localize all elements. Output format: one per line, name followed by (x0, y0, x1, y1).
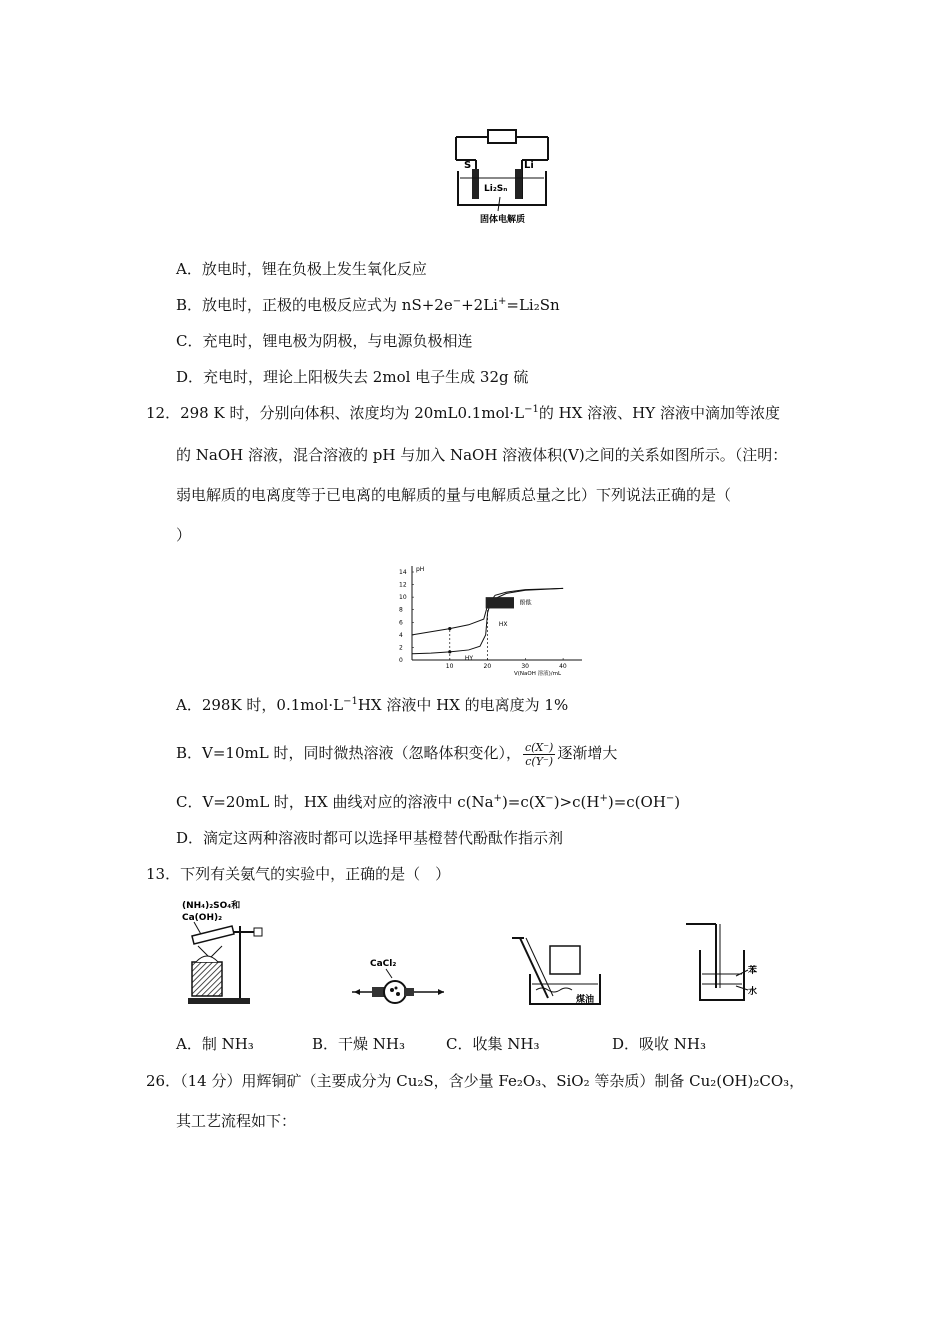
y-tick-label: 4 (399, 631, 403, 639)
apparatus-a-figure (180, 898, 275, 1008)
battery-figure (448, 125, 558, 227)
q26-stem-line2: 其工艺流程如下： (176, 1112, 297, 1130)
q12-stem-line1: 12．298 K 时，分别向体积、浓度均为 $20mL0.1mol\cdot L^{-1}$的 HX 溶液、HY 溶液中滴加等浓度 (146, 404, 780, 422)
q12-option-b: B．V=10mL 时，同时微热溶液（忽略体积变化）， $\frac{c(X^-)}{c(Y^-)}$ 逐渐增大 (176, 740, 618, 768)
q11-option-c: C．充电时，锂电极为阴极，与电源负极相连 (176, 332, 473, 350)
apparatus-c-label: 煤油 (576, 995, 595, 1005)
q11-option-a: A．放电时，锂在负极上发生氧化反应 (176, 260, 427, 278)
q12-option-d: D．滴定这两种溶液时都可以选择甲基橙替代酚酞作指示剂 (176, 829, 564, 847)
annotation-hy: HY (464, 655, 474, 663)
y-axis-label: pH (416, 566, 425, 573)
y-tick-label: 2 (399, 644, 403, 652)
q11-option-d: D．充电时，理论上阳极失去 2mol 电子生成 32g 硫 (176, 368, 529, 386)
concentration-ratio: $\frac{c(X^-)}{c(Y^-)}$ (524, 740, 554, 768)
annotation-hx: HX (498, 621, 508, 629)
y-tick-label: 14 (399, 569, 407, 576)
indicator-range-box (486, 597, 514, 608)
label-s: S (464, 160, 472, 171)
q11-option-b: B．放电时，正极的电极反应式为 nS+2e−+2Li+=Li₂Sn (176, 296, 560, 314)
q12-stem-line4: ） (176, 526, 192, 544)
q13-option-a: A．制 NH₃ (176, 1035, 254, 1053)
y-tick-label: 6 (399, 619, 403, 627)
q12-option-c: C．V=20mL 时，HX 曲线对应的溶液中 c(Na+)=c(X−)>c(H+)=c(OH−) (176, 793, 681, 811)
y-tick-label: 0 (399, 657, 403, 664)
q26-stem-line1: 26．（14 分）用辉铜矿（主要成分为 Cu₂S，含少量 Fe₂O₃、SiO₂ 等杂质）制备 Cu₂(OH)₂CO₃， (146, 1072, 805, 1090)
y-tick-label: 12 (399, 581, 407, 589)
annotation-indicator: 酚酞 (519, 599, 532, 607)
x-axis-label: V(NaOH 溶液)/mL (514, 671, 562, 677)
apparatus-d-label2: 水 (748, 987, 758, 997)
apparatus-b-figure (348, 950, 448, 1005)
label-li: Li (524, 160, 534, 171)
titration-chart (398, 560, 588, 680)
data-point-hx (448, 627, 451, 630)
q13-option-b: B．干燥 NH₃ (312, 1035, 406, 1053)
apparatus-d-label1: 苯 (748, 966, 758, 976)
label-electrolyte: 固体电解质 (480, 215, 526, 225)
apparatus-c-figure (508, 932, 613, 1012)
x-tick-label: 40 (559, 663, 567, 670)
q13-stem: 13．下列有关氨气的实验中，正确的是（ ） (146, 865, 451, 883)
x-tick-label: 30 (521, 663, 529, 670)
y-tick-label: 10 (399, 594, 407, 602)
apparatus-a-label1: (NH₄)₂SO₄和 (182, 901, 241, 911)
x-tick-label: 20 (483, 663, 492, 670)
x-tick-label: 10 (445, 663, 454, 670)
apparatus-a-label2: Ca(OH)₂ (182, 913, 223, 923)
data-point-hy (448, 650, 451, 653)
apparatus-d-figure (680, 920, 770, 1005)
q12-option-a: A．298K 时，$0.1mol\cdot L^{-1}HX$ 溶液中 HX 的电离度为 1% (176, 696, 569, 714)
q12-stem-line3: 弱电解质的电离度等于已电离的电解质的量与电解质总量之比）下列说法正确的是（ (176, 486, 732, 504)
q13-option-d: D．吸收 NH₃ (612, 1035, 707, 1053)
label-li2sn: Li₂Sₙ (484, 184, 508, 194)
apparatus-b-label: CaCl₂ (370, 959, 397, 969)
q13-option-c: C．收集 NH₃ (446, 1035, 540, 1053)
q12-stem-line2: 的 NaOH 溶液，混合溶液的 pH 与加入 NaOH 溶液体积(V)之间的关系如图所示。（注明： (176, 446, 788, 464)
y-tick-label: 8 (399, 606, 403, 614)
